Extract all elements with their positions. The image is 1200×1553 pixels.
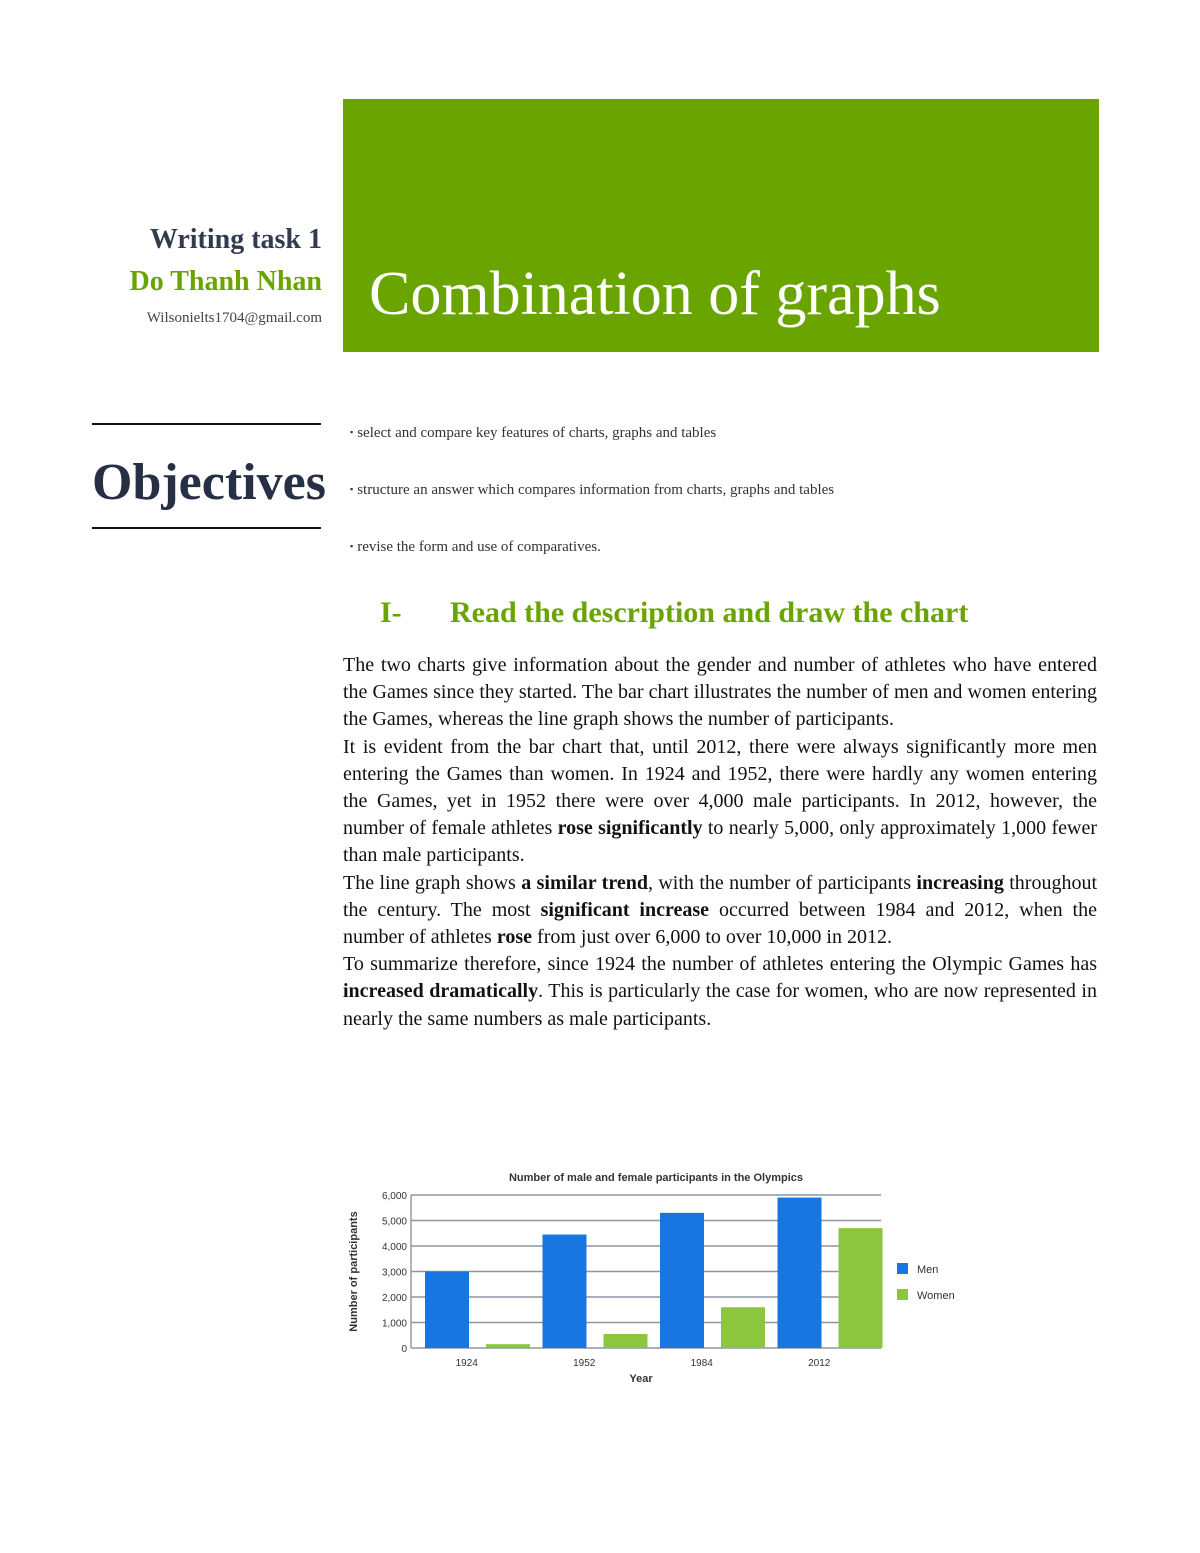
y-tick-label: 2,000 — [381, 1293, 407, 1304]
y-axis-label: Number of participants — [348, 1211, 360, 1332]
text-run: The two charts give information about the gender and number of athletes who have entered the Games since they started. The bar chart illustrates the number of men and women entering the Games, whereas the line graph shows the number of participants. — [343, 654, 1097, 731]
chart-canvas — [343, 1163, 963, 1388]
y-tick-label: 1,000 — [381, 1318, 407, 1330]
text-run: To summarize therefore, since 1924 the number of athletes entering the Olympic Games has — [343, 953, 1097, 976]
bar-men-1952 — [543, 1235, 587, 1348]
y-tick-label: 4,000 — [381, 1242, 407, 1253]
text-run: The line graph shows — [343, 871, 522, 894]
bullet-icon: ▪ — [350, 427, 354, 437]
paragraph-1 — [343, 652, 1097, 734]
document-header — [60, 222, 322, 327]
chart-title: Number of male and female participants in the Olympics — [508, 1172, 804, 1184]
y-tick-label: 5,000 — [381, 1216, 407, 1228]
text-run: It is evident from the bar chart that, until 2012, there were always significantly more men entering the Games than women. In 1924 and 1952, there were hardly any women entering the Games, yet in 1952 there were over 4,000 male participants. In 2012, however, the number of female athletes — [343, 735, 1097, 840]
objective-text: revise the form and use of comparatives. — [357, 539, 601, 555]
bold-phrase: increased dramatically — [343, 980, 539, 1003]
title-banner — [343, 99, 1099, 352]
bar-women-1924 — [486, 1344, 530, 1348]
bullet-icon: ▪ — [350, 484, 354, 494]
objective-item — [350, 539, 601, 556]
text-run: throughout the century. The most — [343, 871, 1097, 921]
legend-swatch-women — [897, 1289, 908, 1300]
text-run: from just over 6,000 to over 10,000 in 2012. — [532, 926, 892, 949]
objectives-bottom-rule — [92, 527, 321, 529]
x-axis-label: Year — [629, 1373, 653, 1385]
text-run: occurred between 1984 and 2012, when the number of athletes — [343, 898, 1097, 949]
bold-phrase: rose — [496, 926, 533, 949]
y-tick-label: 3,000 — [381, 1267, 407, 1279]
bar-men-1984 — [660, 1213, 704, 1348]
legend-swatch-men — [897, 1263, 908, 1274]
document-type: Writing task 1 — [149, 224, 322, 255]
bold-phrase: rose significantly — [557, 817, 703, 840]
author-email: Wilsonielts1704@gmail.com — [146, 310, 322, 326]
x-tick-label: 1924 — [455, 1358, 478, 1369]
objectives-heading: Objectives — [92, 454, 326, 511]
paragraph-2 — [343, 734, 1097, 870]
bullet-icon: ▪ — [350, 541, 354, 551]
paragraph-4 — [343, 951, 1097, 1033]
page-title: Combination of graphs — [369, 260, 941, 328]
text-run: . This is particularly the case for women, who are now represented in nearly the same numbers as male participants. — [343, 980, 1097, 1030]
bold-phrase: significant increase — [540, 898, 710, 921]
bold-phrase: increasing — [916, 871, 1004, 894]
paragraph-3 — [343, 870, 1097, 952]
bar-men-2012 — [778, 1198, 822, 1348]
bar-women-1952 — [604, 1334, 648, 1348]
bar-women-2012 — [839, 1228, 883, 1348]
legend-label-women: Women — [917, 1290, 955, 1302]
bar-men-1924 — [425, 1272, 469, 1349]
x-tick-label: 2012 — [808, 1358, 831, 1369]
x-tick-label: 1984 — [690, 1358, 713, 1369]
legend-label-men: Men — [917, 1264, 939, 1276]
text-run: to nearly 5,000, only approximately 1,000 fewer than male participants. — [343, 817, 1097, 867]
x-tick-label: 1952 — [573, 1358, 596, 1369]
objective-item — [350, 425, 716, 442]
description-text — [343, 652, 1097, 1033]
objective-text: select and compare key features of charts, graphs and tables — [357, 425, 717, 441]
objectives-top-rule — [92, 423, 321, 425]
bar-women-1984 — [721, 1307, 765, 1348]
y-tick-label: 6,000 — [381, 1191, 407, 1202]
bar-chart — [343, 1163, 963, 1388]
objective-item — [350, 482, 834, 499]
objective-text: structure an answer which compares information from charts, graphs and tables — [357, 482, 835, 498]
y-tick-label: 0 — [401, 1344, 407, 1355]
section-heading — [380, 596, 968, 630]
bold-phrase: a similar trend — [521, 871, 648, 894]
author-name: Do Thanh Nhan — [129, 266, 322, 297]
section-number: I- — [380, 596, 402, 629]
section-title: Read the description and draw the chart — [450, 596, 969, 629]
text-run: , with the number of participants — [647, 871, 917, 894]
